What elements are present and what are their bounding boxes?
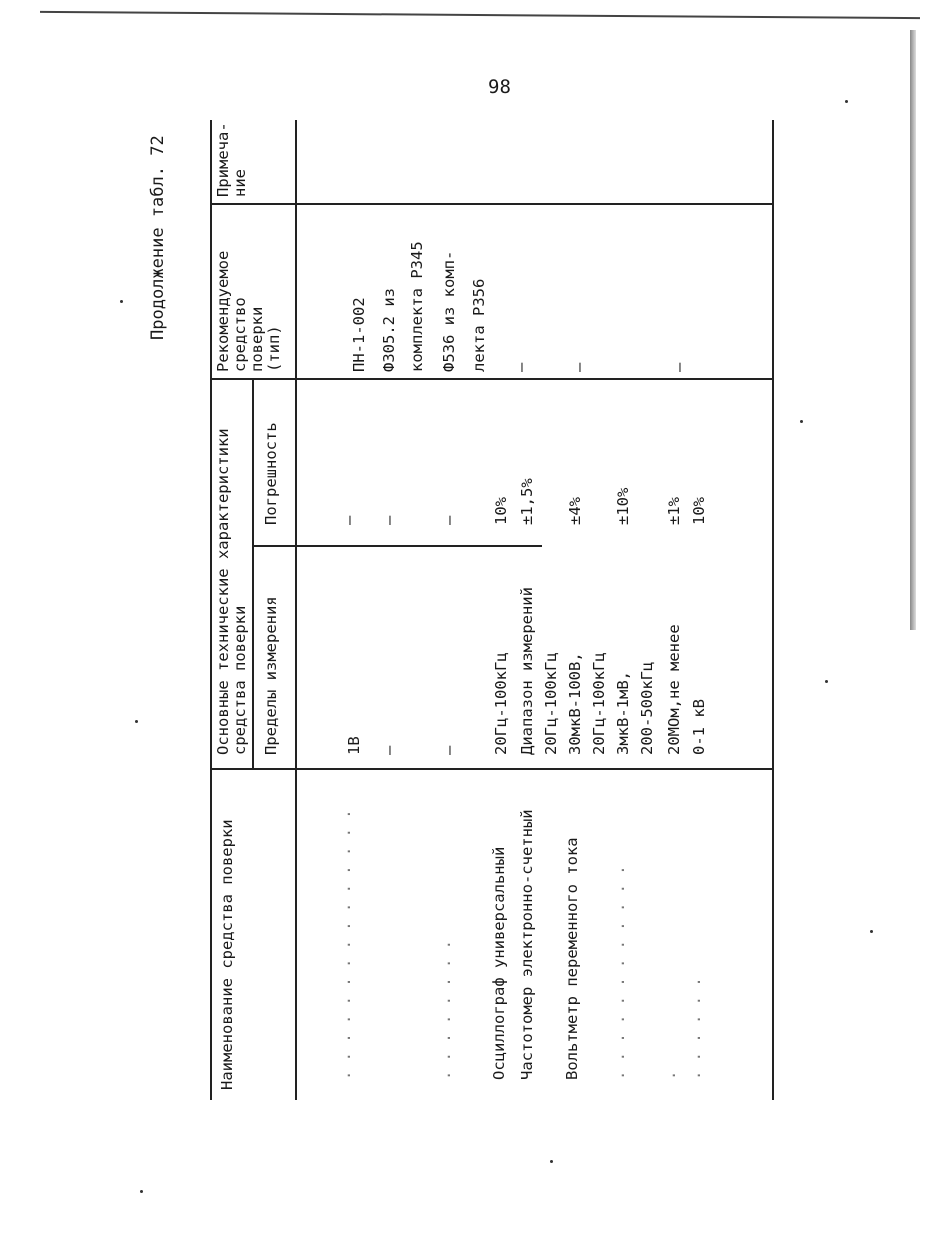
faint-row-text: · · · · · · · · · · · · · · · (340, 809, 358, 1080)
row-limits: 3мкВ-1мВ, (614, 671, 632, 755)
recommended-cell: комплекта Р345 (408, 241, 426, 372)
header-note-line1: Примеча- (214, 122, 232, 197)
scan-speck (825, 680, 828, 683)
table-top-border (210, 120, 212, 1100)
header-tech-line2: средства поверки (231, 605, 249, 755)
scan-edge-top (40, 11, 920, 19)
row-limits: 30мкВ-100В, (566, 652, 584, 755)
row-error: ±1,5% (518, 478, 536, 525)
header-recommended-line2: средство (231, 297, 249, 372)
row-limits: 20Гц-100кГц (542, 652, 560, 755)
row-name: Частотомер электронно-счетный (518, 809, 536, 1080)
recommended-cell: Ф536 из комп- (440, 250, 458, 372)
subheader-border (252, 380, 254, 770)
row-error: 10% (690, 497, 708, 525)
recommended-dash: – (570, 362, 588, 372)
upper-error-cell: – (340, 515, 358, 525)
recommended-cell: лекта Р356 (470, 278, 488, 372)
faint-row-text: · (665, 1070, 683, 1080)
scan-speck (845, 100, 848, 103)
header-name: Наименование средства поверки (218, 819, 236, 1090)
col-border (210, 203, 772, 205)
scan-speck (870, 930, 873, 933)
header-recommended-line3: поверки (248, 306, 266, 372)
recommended-dash: – (512, 362, 530, 372)
header-tech-line1: Основные технические характеристики (214, 428, 232, 755)
faint-row-text: · · · · · · (690, 977, 708, 1080)
upper-error-cell: – (380, 515, 398, 525)
scan-speck (140, 1190, 143, 1193)
faint-row-text: · · · · · · · · · · · · (614, 865, 632, 1080)
rotated-table (148, 120, 780, 1100)
table-bottom-border (772, 120, 774, 1100)
row-limits: 20Гц-100кГц (492, 652, 510, 755)
header-recommended-line1: Рекомендуемое (214, 250, 232, 372)
upper-error-cell: – (440, 515, 458, 525)
recommended-cell: ПН-1-002 (350, 297, 368, 372)
row-error: ±4% (566, 497, 584, 525)
col-border (210, 768, 772, 770)
header-bottom-border (295, 120, 297, 1100)
row-limits: 200-500кГц (638, 661, 656, 755)
row-limits: 20МОм,не менее (665, 624, 683, 755)
row-limits: 0-1 кВ (690, 699, 708, 755)
upper-limit-cell: – (380, 745, 398, 755)
col-border (252, 545, 542, 547)
col-border (210, 378, 772, 380)
table-caption: Продолжение табл. 72 (148, 135, 168, 340)
header-note-line2: ние (231, 169, 249, 197)
row-error: 10% (492, 497, 510, 525)
recommended-dash: – (670, 362, 688, 372)
row-name: Осциллограф универсальный (490, 846, 508, 1080)
row-error: ±10% (614, 487, 632, 525)
upper-limit-cell: – (440, 745, 458, 755)
scan-speck (120, 300, 123, 303)
scan-speck (800, 420, 803, 423)
header-recommended-line4: (тип) (265, 325, 283, 372)
row-limits: 20Гц-100кГц (590, 652, 608, 755)
recommended-cell: Ф305.2 из (380, 288, 398, 372)
scan-edge-right (910, 30, 916, 630)
page-number: 98 (488, 76, 511, 98)
scan-speck (135, 720, 138, 723)
row-limits: Диапазон измерений (518, 587, 536, 755)
header-limits: Пределы измерения (262, 596, 280, 755)
upper-limit-cell: 1В (345, 736, 363, 755)
scan-speck (550, 1160, 553, 1163)
faint-row-text: · · · · · · · · (440, 940, 458, 1080)
row-error: ±1% (665, 497, 683, 525)
row-name: Вольтметр переменного тока (563, 837, 581, 1080)
header-error: Погрешность (262, 422, 280, 525)
